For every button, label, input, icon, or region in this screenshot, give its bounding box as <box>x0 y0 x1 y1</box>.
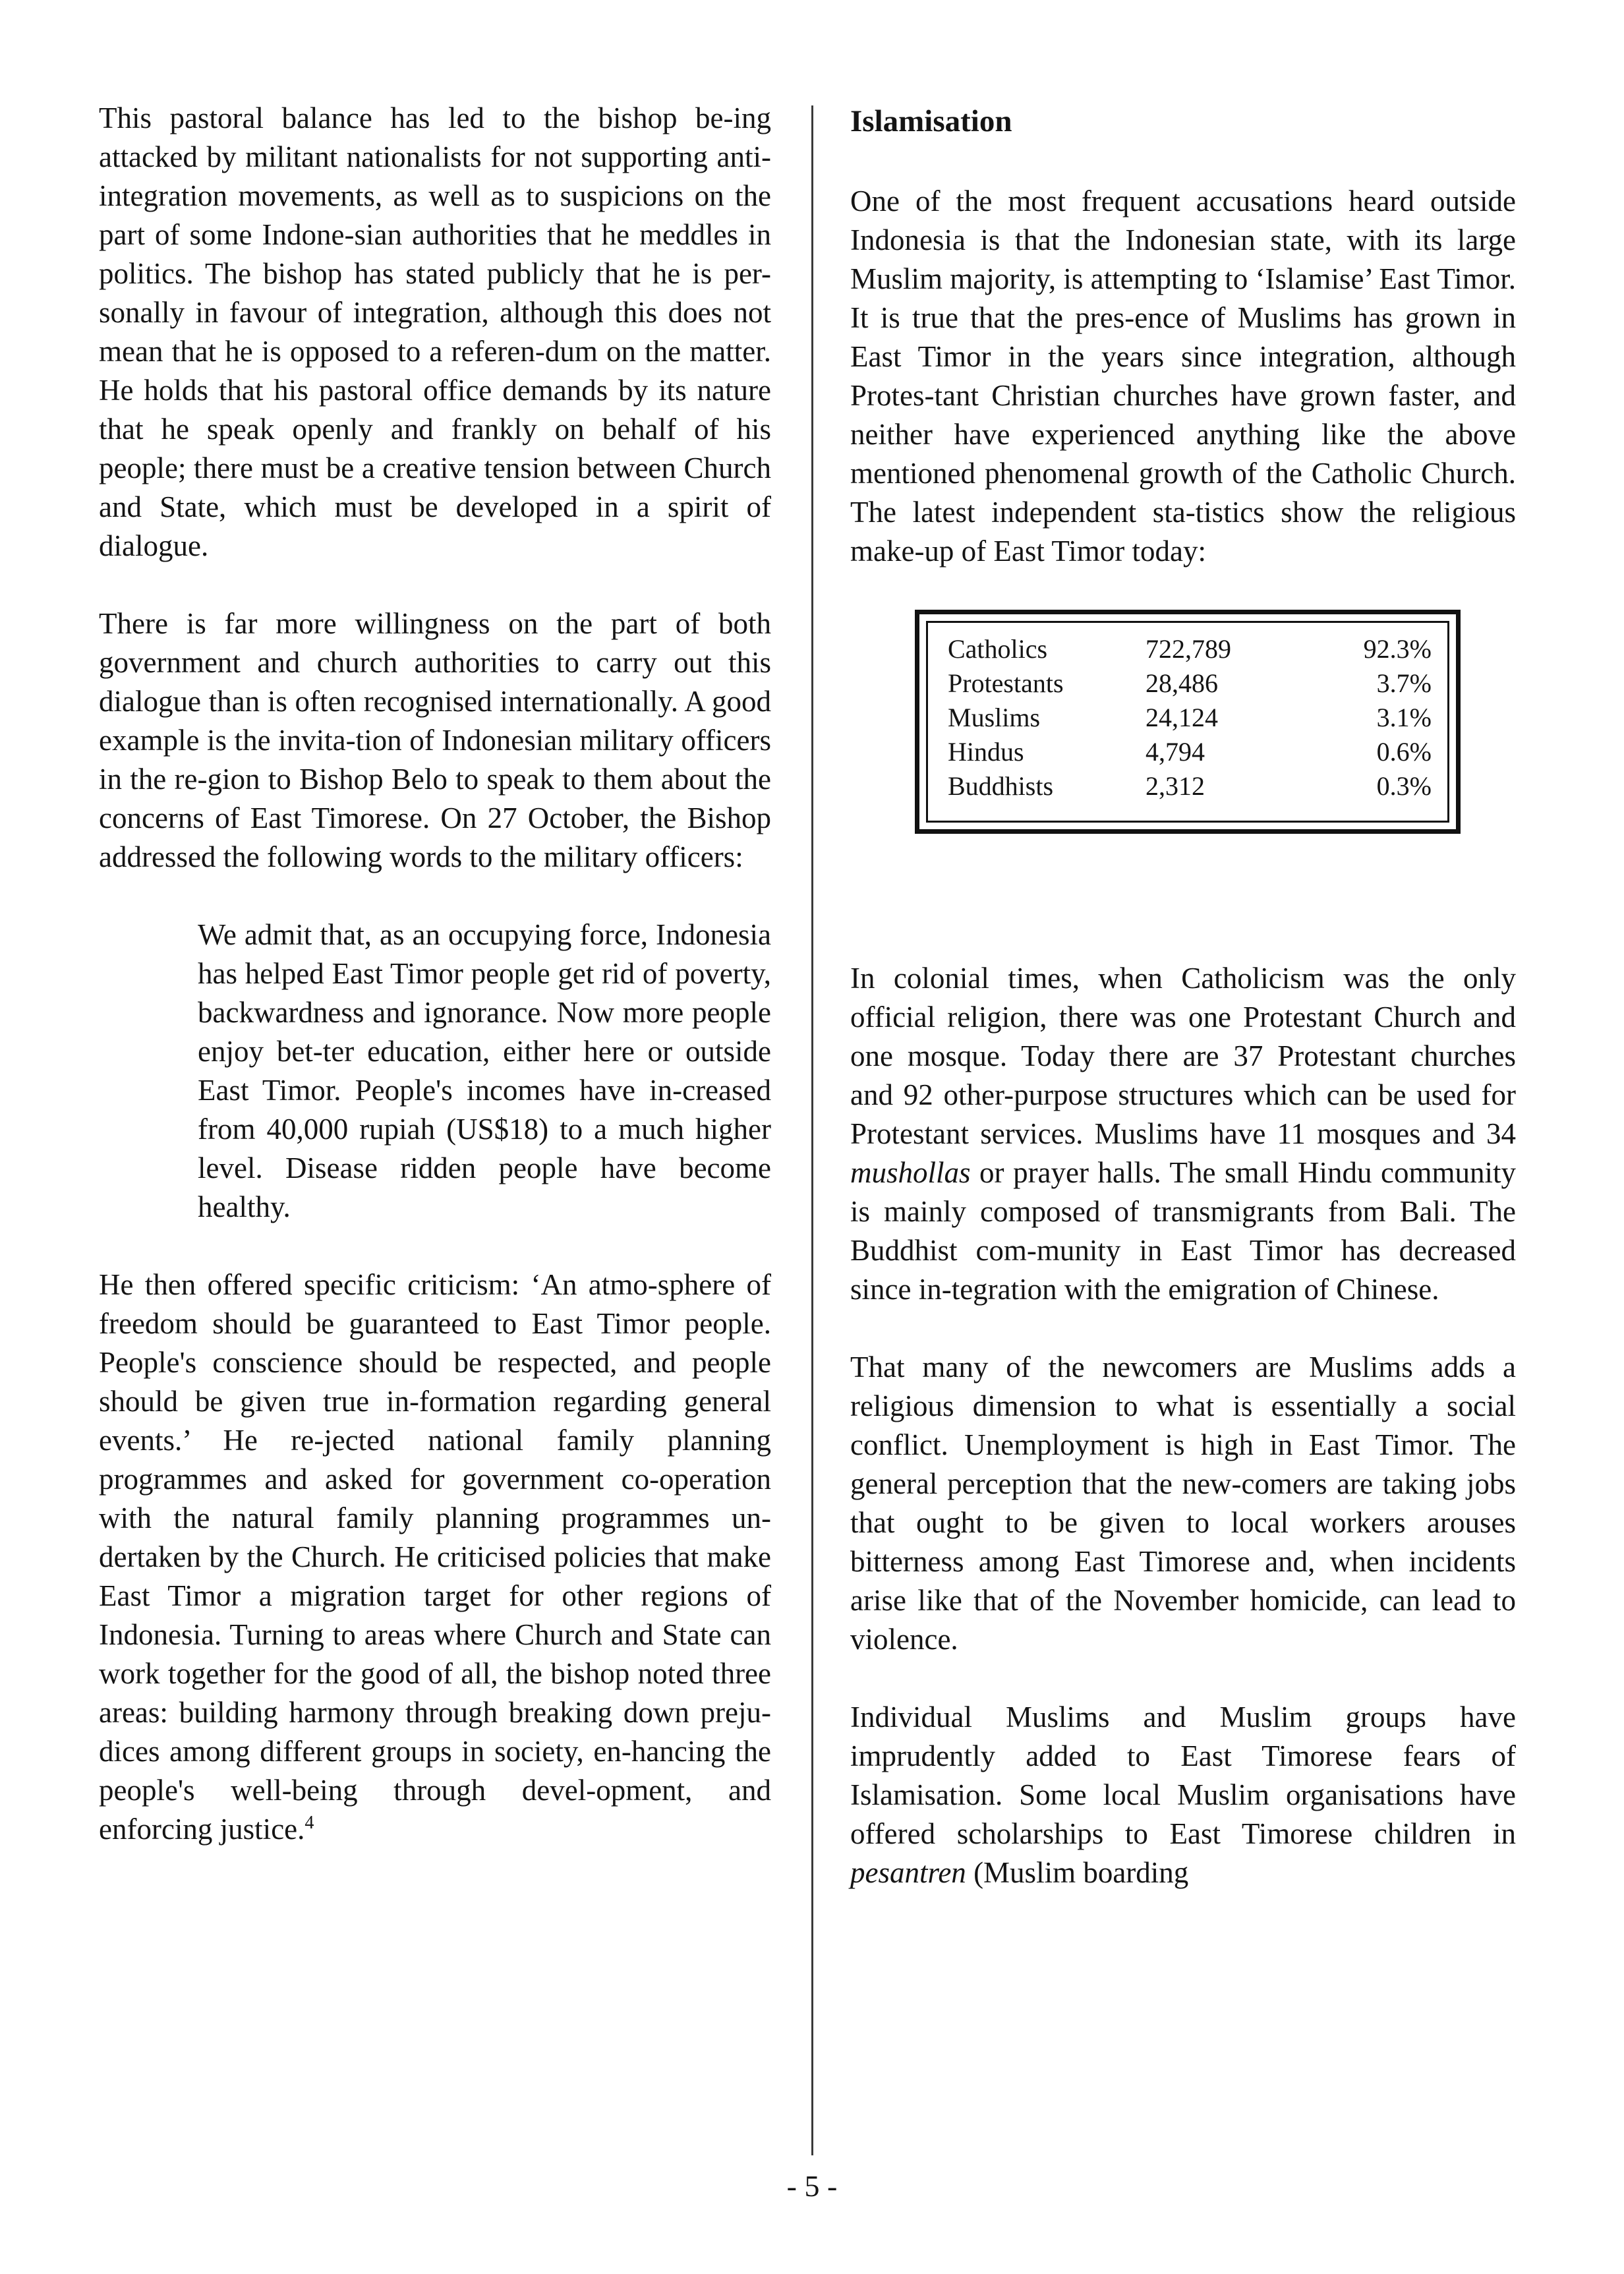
colonial-text-italic: mushollas <box>850 1156 971 1189</box>
column-divider <box>811 105 813 2155</box>
page-number: - 5 - <box>786 2169 838 2203</box>
muslim-groups-text-a: Individual Muslims and Muslim groups have imprudently added to East Timorese fears of Islamisation. Some local Muslim organisations have offered scholarships to East Timorese children in <box>850 1701 1516 1850</box>
religion-group-cell: Hindus <box>948 737 1024 767</box>
religion-percent-cell: 92.3% <box>1363 634 1432 664</box>
religion-percent-cell: 3.7% <box>1376 668 1432 698</box>
religion-statistics-box <box>915 610 1461 834</box>
table-row <box>948 632 1438 666</box>
paragraph-dialogue-willingness: There is far more willingness on the part of both government and church authorities to carry out this dialogue than is often recognised internationally. A good example is the invita-tion of Indonesian military officers in the re-gion to Bishop Belo to speak to them about the concerns of East Timorese. On 27 October, the Bishop addressed the following words to the military officers: <box>99 607 771 873</box>
colonial-text-a: In colonial times, when Catholicism was the only official religion, there was one Protestant Church and one mosque. Today there are 37 Protestant churches and 92 other-purpose structures which can be used for Protestant services. Muslims have 11 mosques and 34 <box>850 962 1516 1150</box>
muslim-groups-text-italic: pesantren <box>850 1856 966 1889</box>
table-row <box>948 735 1438 769</box>
religion-count-cell: 24,124 <box>1146 703 1218 732</box>
criticism-text: He then offered specific criticism: ‘An atmo-sphere of freedom should be guaranteed to East Timor people. People's conscience should be respected, and people should be given true in-formation regarding general events.’ He re-jected national family planning programmes and asked for government co-operation with the natural family planning programmes un-dertaken by the Church. He criticised policies that make East Timor a migration target for other regions of Indonesia. Turning to areas where Church and State can work together for the good of all, the bishop noted three areas: building harmony through breaking down preju-dices among different groups in society, en-hancing the people's well-being through devel-opment, and enforcing justice. <box>99 1268 771 1846</box>
paragraph-colonial-times <box>850 959 1516 1309</box>
religion-statistics-inner-frame <box>926 621 1449 823</box>
religion-group-cell: Protestants <box>948 668 1064 698</box>
table-row <box>948 666 1438 701</box>
religion-count-cell: 722,789 <box>1146 634 1231 664</box>
religion-statistics-table <box>948 632 1438 803</box>
right-column <box>850 102 1516 1931</box>
paragraph-specific-criticism <box>99 1266 771 1849</box>
muslim-groups-text-b: (Muslim boarding <box>966 1856 1189 1889</box>
religion-count-cell: 28,486 <box>1146 668 1218 698</box>
paragraph-newcomers: That many of the newcomers are Muslims adds a religious dimension to what is essentially a social conflict. Unemployment is high in East Timor. The general perception that the new-comers are taking jobs that ought to be given to local workers arouses bitterness among East Timorese and, when incidents arise like that of the November homicide, can lead to violence. <box>850 1351 1516 1656</box>
religion-percent-cell: 3.1% <box>1376 703 1432 732</box>
table-row <box>948 701 1438 735</box>
religion-count-cell: 2,312 <box>1146 771 1205 801</box>
religion-group-cell: Buddhists <box>948 771 1054 801</box>
colonial-text-b: or prayer halls. The small Hindu community is mainly composed of transmigrants from Bali. The Buddhist com-munity in East Timor has decreased since in-tegration with the emigration of Chinese. <box>850 1156 1516 1306</box>
paragraph-accusations: One of the most frequent accusations heard outside Indonesia is that the Indonesian state, with its large Muslim majority, is attempting to ‘Islamise’ East Timor. It is true that the pres-ence of Muslims has grown in East Timor in the years since integration, although Protes-tant Christian churches have grown faster, and neither have experienced anything like the above mentioned phenomenal growth of the Catholic Church. The latest independent sta-tistics show the religious make-up of East Timor today: <box>850 185 1516 568</box>
footnote-marker: 4 <box>304 1813 314 1833</box>
section-heading-islamisation: Islamisation <box>850 104 1012 138</box>
religion-count-cell: 4,794 <box>1146 737 1205 767</box>
paragraph-muslim-groups <box>850 1698 1516 1892</box>
religion-group-cell: Catholics <box>948 634 1048 664</box>
left-column <box>99 99 771 1888</box>
religion-percent-cell: 0.6% <box>1376 737 1432 767</box>
table-row <box>948 769 1438 803</box>
block-quote-bishop: We admit that, as an occupying force, Indonesia has helped East Timor people get rid of poverty, backwardness and ignorance. Now more people enjoy bet-ter education, either here or outside East Timor. People's incomes have in-creased from 40,000 rupiah (US$18) to a much higher level. Disease ridden people have become healthy. <box>198 918 771 1223</box>
religion-percent-cell: 0.3% <box>1376 771 1432 801</box>
paragraph-pastoral-balance: This pastoral balance has led to the bishop be-ing attacked by militant nationalists for not supporting anti-integration movements, as well as to suspicions on the part of some Indone-sian authorities that he meddles in politics. The bishop has stated publicly that he is per-sonally in favour of integration, although this does not mean that he is opposed to a referen-dum on the matter. He holds that his pastoral office demands by its nature that he speak openly and frankly on behalf of his people; there must be a creative tension between Church and State, which must be developed in a spirit of dialogue. <box>99 102 771 562</box>
religion-group-cell: Muslims <box>948 703 1041 732</box>
